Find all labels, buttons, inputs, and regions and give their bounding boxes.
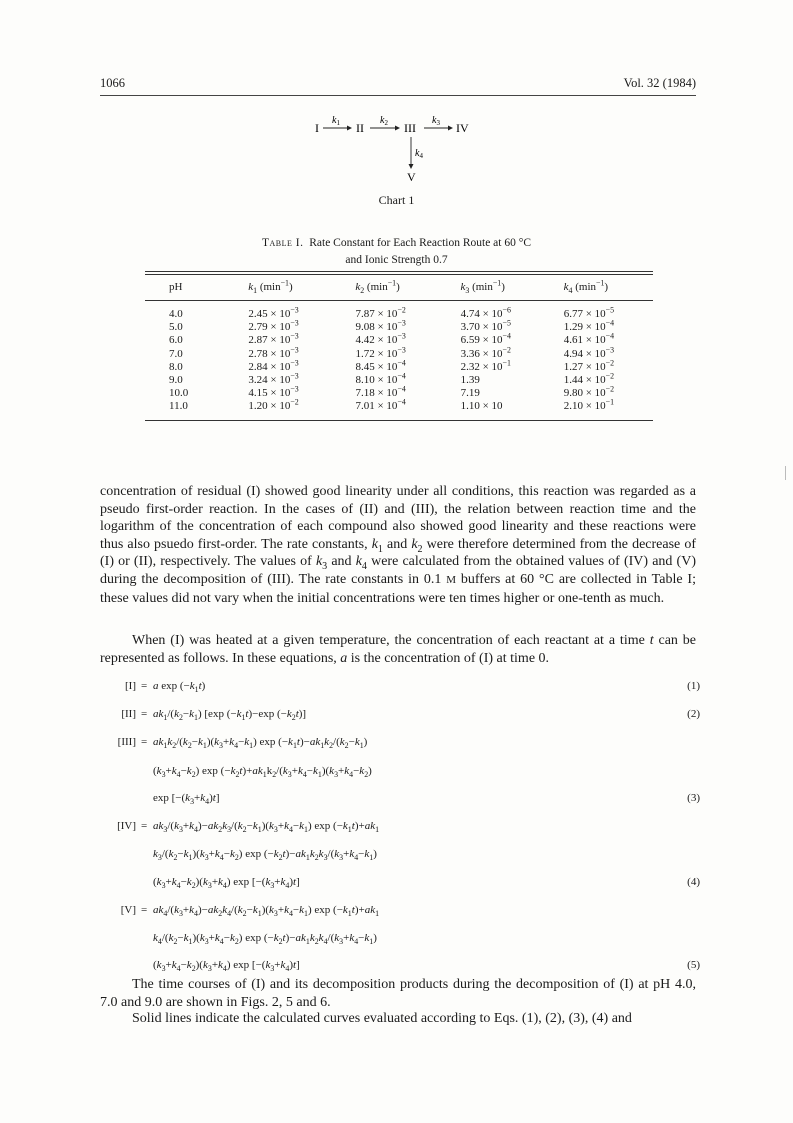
scheme-node-iii: III — [404, 121, 416, 135]
table-cell: $8.45 \times 10^{-4}$ — [355, 358, 406, 373]
scheme-k1-label: $k_1$ — [332, 115, 340, 127]
table-cell: $2.84 \times 10^{-3}$ — [248, 358, 299, 373]
volume-label: Vol. 32 (1984) — [623, 76, 696, 90]
table-cell: 1.39 — [460, 374, 480, 387]
eq3-body-line3: $\exp [-(k_3+k_4)t]$ — [153, 792, 220, 807]
scheme-node-ii: II — [356, 121, 364, 135]
paragraph-rate-constants: concentration of residual (I) showed good linearity under all conditions, this reaction was regarded as a pseudo first-order reaction. In the cases of (II) and (III), the relation between reaction time and the logarithm of the concentration of each compound also showed good linearity and these reactions were thus also psuedo first-order. The rate constants, $k_1$ and $k_2$ were therefore determined from the decrease of (I) or (II), respectively. The values of $k_3$ and $k_4$ were calculated from the obtained values of (IV) and (V) during the decomposition of (III). The rate constants in 0.1 M buffers at 60 °C are collected in Table I; these values did not vary when the initial concentrations were ten times higher or one-tenth as much. — [100, 484, 696, 606]
eq5-equals: = — [141, 904, 148, 916]
table-cell: $6.77 \times 10^{-5}$ — [563, 305, 615, 320]
eq2-equals: = — [141, 708, 148, 720]
table-cell: $1.44 \times 10^{-2}$ — [563, 371, 615, 387]
table-header-row — [145, 275, 653, 300]
table-cell: 10.0 — [169, 387, 189, 400]
table-cell: $4.94 \times 10^{-3}$ — [563, 344, 615, 360]
eq1-number: (1) — [687, 680, 700, 692]
eq4-equals: = — [141, 820, 148, 832]
table-cell: $2.79 \times 10^{-3}$ — [248, 318, 299, 334]
eq4-number: (4) — [687, 876, 700, 888]
table-cell: 9.0 — [169, 374, 183, 387]
table-cell: $4.61 \times 10^{-4}$ — [563, 331, 615, 347]
table-cell: 6.0 — [169, 334, 183, 347]
table-row — [145, 400, 653, 419]
eq3-body-line2: $(k_3+k_4-k_2)$ $\exp (-k_2t)+ak_1k_2/(k_3+k_4-k_1)(k_3+k_4-k_2)$ — [153, 765, 372, 780]
table-cell: $3.36 \times 10^{-2}$ — [460, 344, 511, 360]
eq3-number: (3) — [687, 792, 700, 804]
table-body — [145, 301, 653, 420]
table-grid — [145, 275, 653, 300]
table-body-grid — [145, 301, 653, 420]
table-cell: 8.0 — [169, 360, 183, 373]
table-header-4: $k_4$ $(\min^{-1})$ — [563, 278, 609, 296]
table-cell: $7.87 \times 10^{-2}$ — [355, 305, 406, 320]
table-title-line2: and Ionic Strength 0.7 — [345, 254, 448, 266]
arrow-k1-head — [347, 126, 352, 131]
table-cell: $1.27 \times 10^{-2}$ — [563, 358, 615, 373]
paragraph-equations-intro: When (I) was heated at a given temperature, the concentration of each reactant at a time t can be represented as follows. In these equations, a is the concentration of (I) at time 0. — [100, 633, 696, 666]
reaction-scheme-svg — [300, 112, 500, 192]
eq4-body-line2: $k_3/(k_2-k_1)(k_3+k_4-k_2)$ $\exp (-k_2t)-ak_1k_2k_3/(k_3+k_4-k_1)$ — [153, 848, 377, 863]
table-cell: $9.80 \times 10^{-2}$ — [563, 384, 615, 400]
table-cell: 7.0 — [169, 347, 183, 360]
table-title — [0, 235, 793, 269]
table-cell: 7.19 — [460, 387, 480, 400]
table-bottom-rule — [145, 420, 653, 421]
eq1-equals: = — [141, 680, 148, 692]
table-cell: $1.29 \times 10^{-4}$ — [563, 318, 615, 334]
eq2-number: (2) — [687, 708, 700, 720]
arrow-k2-head — [395, 126, 400, 131]
table-cell: $4.42 \times 10^{-3}$ — [355, 331, 406, 347]
paragraph-solid-lines: Solid lines indicate the calculated curves evaluated according to Eqs. (1), (2), (3), (4) and — [132, 1011, 632, 1026]
eq4-label: [IV] — [117, 820, 136, 832]
page-number: 1066 — [100, 76, 125, 90]
eq4-body-line1: $ak_3/(k_3+k_4)-ak_2k_3/(k_2-k_1)(k_3+k_4-k_1)$ $\exp (-k_1t)+ak_1$ — [153, 820, 380, 835]
scheme-k4-label: $k_4$ — [415, 148, 423, 160]
eq5-body-line1: $ak_4/(k_3+k_4)-ak_2k_4/(k_2-k_1)(k_3+k_4-k_1)$ $\exp (-k_1t)+ak_1$ — [153, 904, 380, 919]
table-cell: 4.0 — [169, 308, 183, 320]
table-cell: $4.74 \times 10^{-6}$ — [460, 305, 511, 320]
scheme-node-i: I — [315, 121, 319, 135]
eq4-body-line3: $(k_3+k_4-k_2)(k_3+k_4)$ $\exp [-(k_3+k_4)t]$ — [153, 876, 300, 891]
eq1-body: a $\exp (-k_1t)$ — [153, 680, 206, 695]
chart-caption: Chart 1 — [378, 193, 415, 207]
scan-mark — [785, 466, 786, 480]
table-cell: $8.10 \times 10^{-4}$ — [355, 371, 406, 387]
table-cell: $1.20 \times 10^{-2}$ — [248, 397, 299, 413]
scheme-k3-label: $k_3$ — [432, 115, 440, 127]
table-header-1: $k_1$ $(\min^{-1})$ — [248, 278, 293, 296]
eq5-body-line2: $k_4/(k_2-k_1)(k_3+k_4-k_2)$ $\exp (-k_2t)-ak_1k_2k_4/(k_3+k_4-k_1)$ — [153, 932, 377, 947]
eq2-label: [II] — [121, 708, 136, 720]
table-label: Table I. — [261, 237, 304, 249]
table-cell: $2.10 \times 10^{-1}$ — [563, 397, 615, 413]
scheme-k2-label: $k_2$ — [380, 115, 388, 127]
eq3-body-line1: $ak_1k_2/(k_2-k_1)(k_3+k_4-k_1)$ $\exp (-k_1t)-ak_1k_2/(k_2-k_1)$ — [153, 736, 368, 751]
table-cell: 11.0 — [169, 400, 188, 413]
arrow-k3-head — [448, 126, 453, 131]
eq1-label: [I] — [125, 680, 136, 692]
reaction-scheme — [300, 112, 500, 192]
table-header-0: pH — [169, 281, 183, 293]
table-cell: $2.45 \times 10^{-3}$ — [248, 305, 299, 320]
scheme-node-iv: IV — [456, 121, 469, 135]
paragraph-time-courses: The time courses of (I) and its decomposition products during the decomposition of (I) at pH 4.0, 7.0 and 9.0 are shown in Figs. 2, 5 and 6. — [100, 977, 696, 1010]
rate-constant-table — [145, 271, 653, 421]
table-cell: $3.70 \times 10^{-5}$ — [460, 318, 511, 334]
table-cell: 1.10 × 10 — [460, 400, 503, 413]
eq2-body: $ak_1/(k_2-k_1)$ [exp $(-k_1t)-\exp$ $(-k_2t)$] — [153, 708, 307, 723]
table-cell: $6.59 \times 10^{-4}$ — [460, 331, 511, 347]
table-header-3: $k_3$ $(\min^{-1})$ — [460, 278, 505, 296]
eq5-body-line3: $(k_3+k_4-k_2)(k_3+k_4)$ $\exp [-(k_3+k_4)t]$ — [153, 959, 300, 974]
table-cell: $7.18 \times 10^{-4}$ — [355, 384, 406, 400]
table-cell: 5.0 — [169, 321, 183, 334]
header-rule — [100, 95, 696, 96]
scheme-node-v: V — [407, 170, 416, 184]
table-cell: $1.72 \times 10^{-3}$ — [355, 344, 406, 360]
arrow-k4-head — [409, 164, 414, 169]
eq3-label: [III] — [117, 736, 136, 748]
table-cell: $4.15 \times 10^{-3}$ — [248, 384, 299, 400]
table-cell: $2.87 \times 10^{-3}$ — [248, 331, 299, 347]
table-cell: $2.32 \times 10^{-1}$ — [460, 358, 511, 373]
table-cell: $2.78 \times 10^{-3}$ — [248, 344, 299, 360]
table-cell: $9.08 \times 10^{-3}$ — [355, 318, 406, 334]
table-cell: $7.01 \times 10^{-4}$ — [355, 397, 406, 413]
table-title-line1: Rate Constant for Each Reaction Route at 60 °C — [309, 237, 532, 249]
table-cell: $3.24 \times 10^{-3}$ — [248, 371, 299, 387]
table-header-2: $k_2$ $(\min^{-1})$ — [355, 278, 400, 296]
eq5-label: [V] — [120, 904, 136, 916]
eq5-number: (5) — [687, 959, 700, 971]
eq3-equals: = — [141, 736, 148, 748]
